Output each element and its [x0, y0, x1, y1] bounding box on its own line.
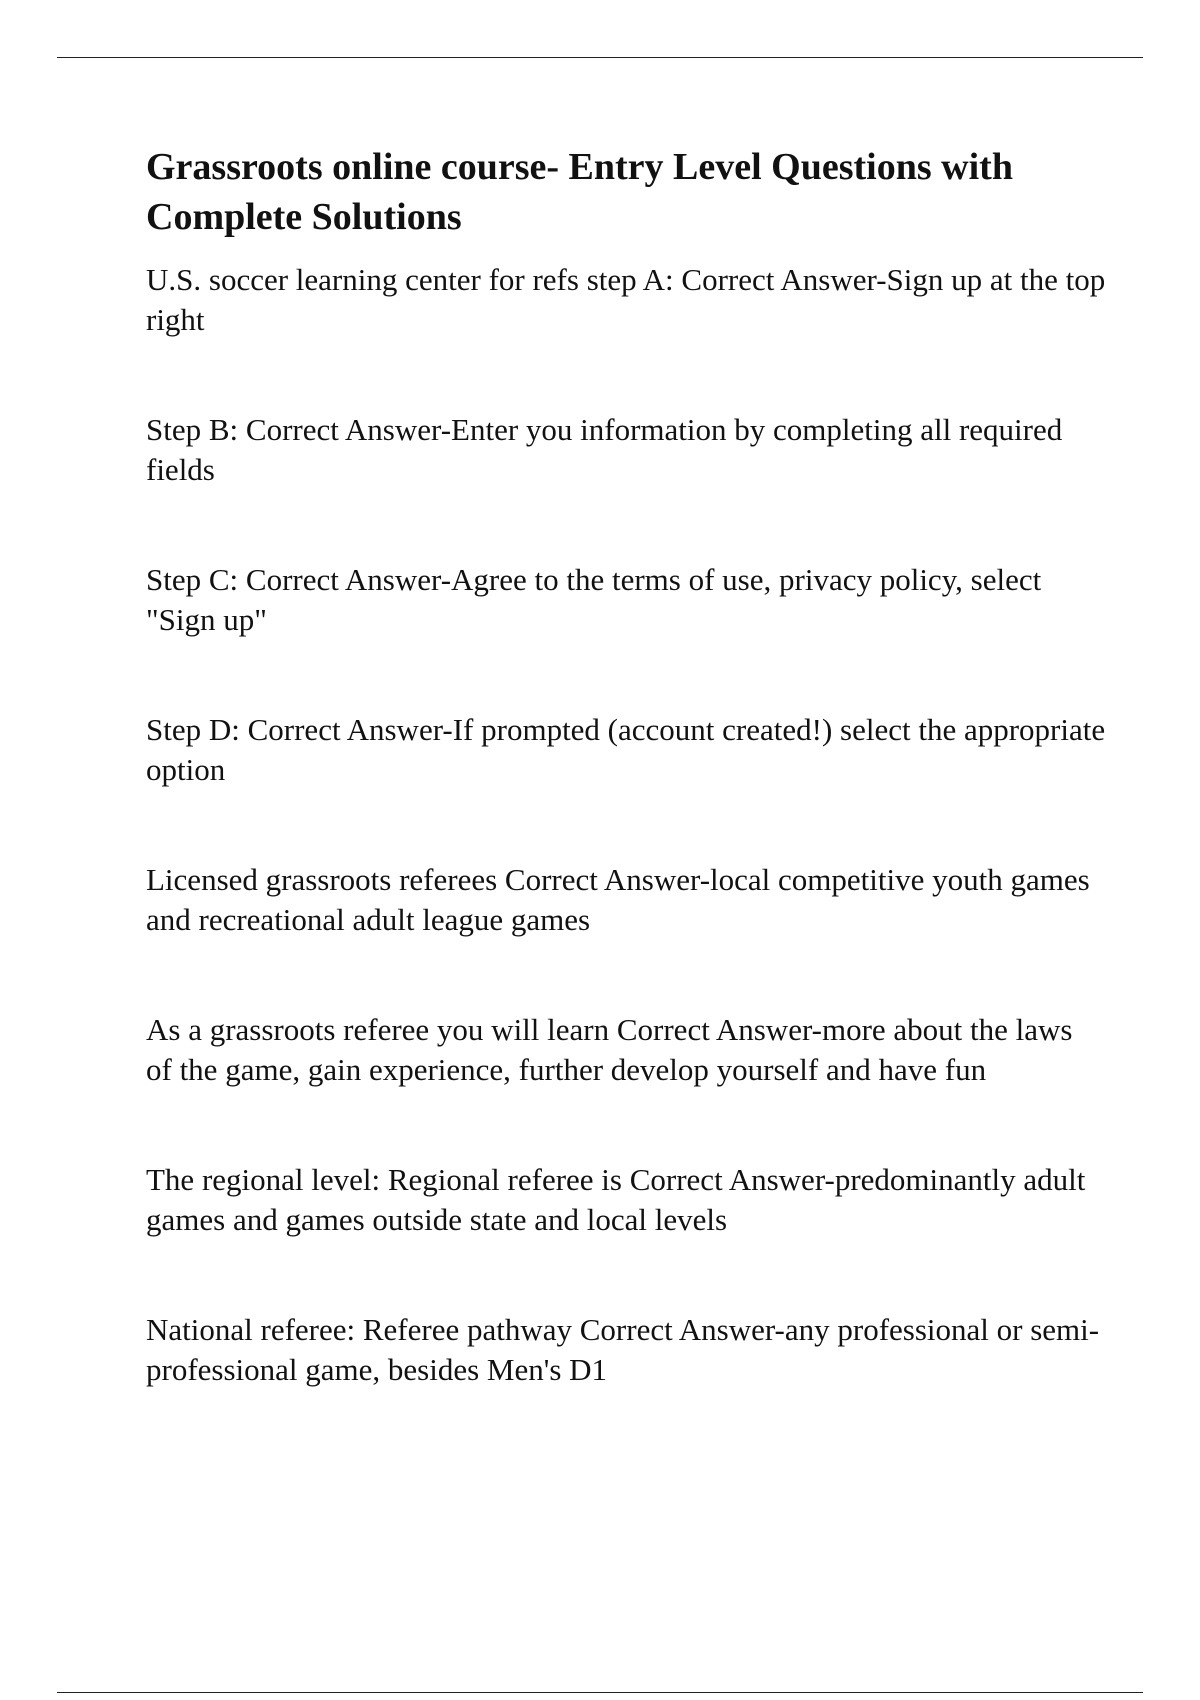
qa-entry: Licensed grassroots referees Correct Answer-local competitive youth games and recreational adult league games	[146, 862, 1090, 937]
header-divider	[57, 57, 1143, 58]
qa-entry: The regional level: Regional referee is Correct Answer-predominantly adult games and games outside state and local levels	[146, 1162, 1086, 1237]
qa-entry: As a grassroots referee you will learn Correct Answer-more about the laws of the game, gain experience, further develop yourself and have fun	[146, 1012, 1073, 1087]
document-body	[146, 142, 1106, 1460]
qa-entry: National referee: Referee pathway Correct Answer-any professional or semi-professional game, besides Men's D1	[146, 1312, 1100, 1387]
qa-entry: U.S. soccer learning center for refs step A: Correct Answer-Sign up at the top right	[146, 262, 1106, 337]
document-title: Grassroots online course- Entry Level Questions with Complete Solutions	[146, 146, 1013, 238]
qa-entry: Step C: Correct Answer-Agree to the terms of use, privacy policy, select "Sign up"	[146, 562, 1042, 637]
qa-entry: Step B: Correct Answer-Enter you information by completing all required fields	[146, 412, 1063, 487]
qa-entry: Step D: Correct Answer-If prompted (account created!) select the appropriate option	[146, 712, 1106, 787]
footer-divider	[57, 1692, 1143, 1693]
